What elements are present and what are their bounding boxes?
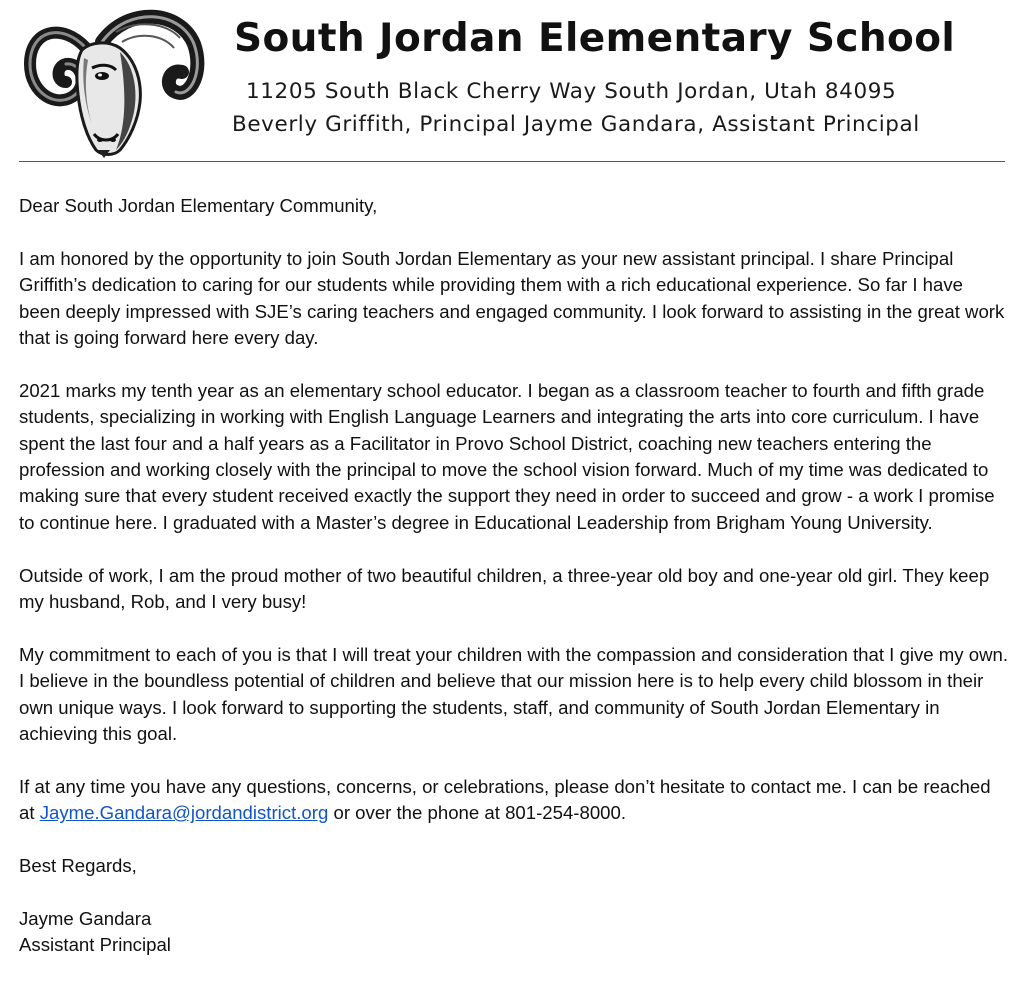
contact-prefix: If at any time you have any questions, concerns, or celebrations, please don’t hesitate to contact me. I can be reached at — [19, 775, 991, 824]
paragraph-contact — [19, 774, 1009, 827]
paragraph-family: Outside of work, I am the proud mother of two beautiful children, a three-year old boy and one-year old girl. They keep my husband, Rob, and I very busy! — [19, 564, 990, 613]
ram-head-icon — [24, 2, 210, 158]
letterhead — [0, 0, 1024, 165]
signature-title: Assistant Principal — [19, 934, 171, 956]
contact-suffix: or over the phone at 801-254-8000. — [328, 802, 627, 824]
school-name: South Jordan Elementary School — [234, 16, 956, 61]
closing: Best Regards, — [19, 855, 137, 877]
signature-name: Jayme Gandara — [19, 907, 152, 929]
school-staff: Beverly Griffith, Principal Jayme Gandara, Assistant Principal — [232, 112, 920, 137]
paragraph-introduction: I am honored by the opportunity to join South Jordan Elementary as your new assistant principal. I share Principal Griffith’s dedication to caring for our students while providing them with a rich educational experience. So far I have been deeply impressed with SJE’s caring teachers and engaged community. I look forward to assisting in the great work that is going forward here every day. — [19, 247, 1005, 349]
paragraph-experience: 2021 marks my tenth year as an elementary school educator. I began as a classroom teacher to fourth and fifth grade students, specializing in working with English Language Learners and integrating the arts into core curriculum. I have spent the last four and a half years as a Facilitator in Provo School District, coaching new teachers entering the profession and working closely with the principal to move the school vision forward. Much of my time was dedicated to making sure that every student received exactly the support they need in order to succeed and grow - a work I promise to continue here. I graduated with a Master’s degree in Educational Leadership from Brigham Young University. — [19, 379, 995, 533]
school-address: 11205 South Black Cherry Way South Jordan, Utah 84095 — [246, 79, 897, 104]
email-link[interactable]: Jayme.Gandara@jordandistrict.org — [39, 802, 329, 824]
letter-body — [19, 193, 1009, 959]
greeting: Dear South Jordan Elementary Community, — [19, 195, 378, 216]
paragraph-commitment: My commitment to each of you is that I will treat your children with the compassion and consideration that I give my own. I believe in the boundless potential of children and believe that our mission here is to help every child blossom in their own unique ways. I look forward to supporting the students, staff, and community of South Jordan Elementary in achieving this goal. — [19, 643, 1009, 745]
header-divider — [19, 161, 1005, 162]
